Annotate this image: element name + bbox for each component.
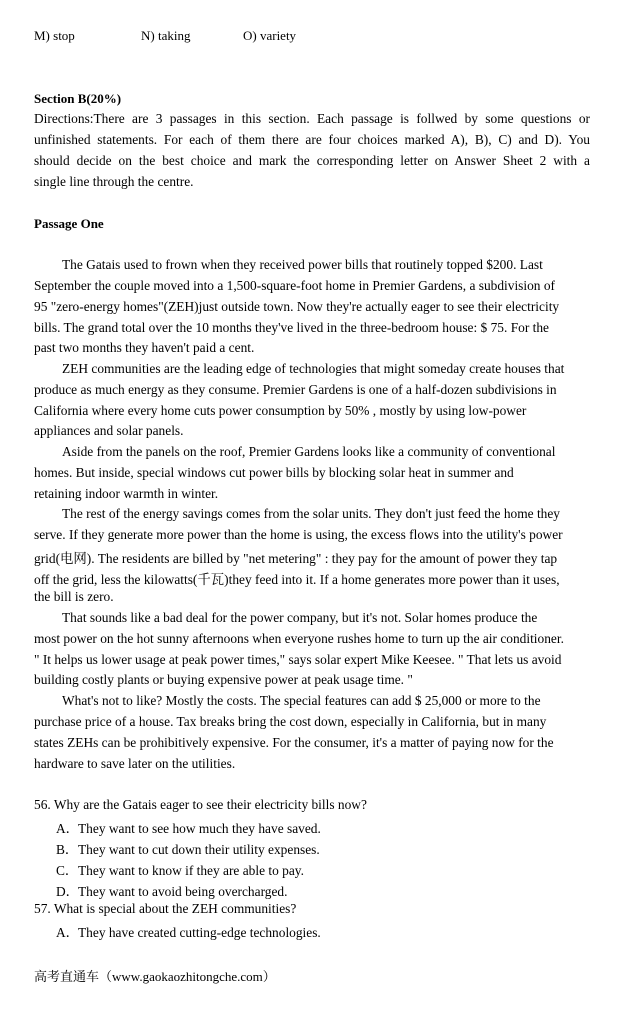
passage-line: past two months they haven't paid a cent. <box>34 340 255 355</box>
option-letter: D． <box>56 884 80 899</box>
choice-o: O) variety <box>243 28 297 43</box>
directions-line: unfinished statements. For each of them there are four choices marked A), B), C) and D). You <box>34 132 590 147</box>
passage-line: most power on the hot sunny afternoons when everyone rushes home to turn up the air conditioner. <box>34 631 564 646</box>
passage-line: ZEH communities are the leading edge of technologies that might someday create houses that <box>62 361 565 376</box>
option-text: They want to know if they are able to pay. <box>78 863 304 878</box>
passage-line: states ZEHs can be prohibitively expensive. For the consumer, it's a matter of paying now for the <box>34 735 554 750</box>
option-letter: B． <box>56 842 79 857</box>
option-letter: A． <box>56 821 80 836</box>
question-56-option-b[interactable] <box>56 839 320 858</box>
option-text: They want to cut down their utility expenses. <box>78 842 320 857</box>
passage-line: The Gatais used to frown when they received power bills that routinely topped $200. Last <box>62 257 543 272</box>
footer-source: 高考直通车（www.gaokaozhitongche.com） <box>34 969 276 984</box>
question-57-stem: 57. What is special about the ZEH communities? <box>34 901 297 916</box>
passage-line: the bill is zero. <box>34 589 114 604</box>
question-57-option-a[interactable] <box>56 922 321 941</box>
option-text: They want to avoid being overcharged. <box>78 884 288 899</box>
section-heading: Section B(20%) <box>34 91 122 106</box>
question-56-option-c[interactable] <box>56 860 304 879</box>
option-letter: C． <box>56 863 79 878</box>
passage-line: September the couple moved into a 1,500-square-foot home in Premier Gardens, a subdivision of <box>34 278 555 293</box>
passage-line: serve. If they generate more power than the home is using, the excess flows into the utility's power <box>34 527 563 542</box>
passage-line: homes. But inside, special windows cut power bills by blocking solar heat in summer and <box>34 465 514 480</box>
passage-line: appliances and solar panels. <box>34 423 184 438</box>
option-text: They have created cutting-edge technologies. <box>78 925 321 940</box>
passage-line: " It helps us lower usage at peak power times," says solar expert Mike Keesee. " That lets us avoid <box>34 652 562 667</box>
passage-line: building costly plants or buying expensive power at peak usage time. " <box>34 672 413 687</box>
option-letter: A． <box>56 925 80 940</box>
passage-line: That sounds like a bad deal for the power company, but it's not. Solar homes produce the <box>62 610 538 625</box>
question-56-option-a[interactable] <box>56 818 321 837</box>
passage-line: retaining indoor warmth in winter. <box>34 486 219 501</box>
question-56-option-d[interactable] <box>56 881 287 900</box>
passage-line: The rest of the energy savings comes from the solar units. They don't just feed the home they <box>62 506 560 521</box>
passage-line: purchase price of a house. Tax breaks bring the cost down, especially in California, but in many <box>34 714 547 729</box>
passage-line: produce as much energy as they consume. Premier Gardens is one of a half-dozen subdivisions in <box>34 382 557 397</box>
option-text: They want to see how much they have saved. <box>78 821 321 836</box>
passage-line: bills. The grand total over the 10 months they've lived in the three-bedroom house: $ 75. For the <box>34 320 549 335</box>
directions-line: should decide on the best choice and mark the corresponding letter on Answer Sheet 2 with a <box>34 153 590 168</box>
passage-title: Passage One <box>34 216 104 231</box>
choice-m: M) stop <box>34 28 75 43</box>
passage-line: 95 "zero-energy homes"(ZEH)just outside town. Now they're actually eager to see their electricity <box>34 299 560 314</box>
passage-line: off the grid, less the kilowatts(千瓦)they feed into it. If a home generates more power than it uses, <box>34 572 560 587</box>
question-56-stem: 56. Why are the Gatais eager to see their electricity bills now? <box>34 797 367 812</box>
passage-line: hardware to save later on the utilities. <box>34 756 236 771</box>
directions-line: Directions:There are 3 passages in this section. Each passage is follwed by some questions or <box>34 111 590 126</box>
directions-line: single line through the centre. <box>34 174 194 189</box>
choice-n: N) taking <box>141 28 191 43</box>
passage-line: grid(电网). The residents are billed by "net metering" : they pay for the amount of power they tap <box>34 551 558 566</box>
passage-line: California where every home cuts power consumption by 50% , mostly by using low-power <box>34 403 527 418</box>
passage-line: What's not to like? Mostly the costs. The special features can add $ 25,000 or more to the <box>62 693 541 708</box>
passage-line: Aside from the panels on the roof, Premier Gardens looks like a community of conventional <box>62 444 556 459</box>
